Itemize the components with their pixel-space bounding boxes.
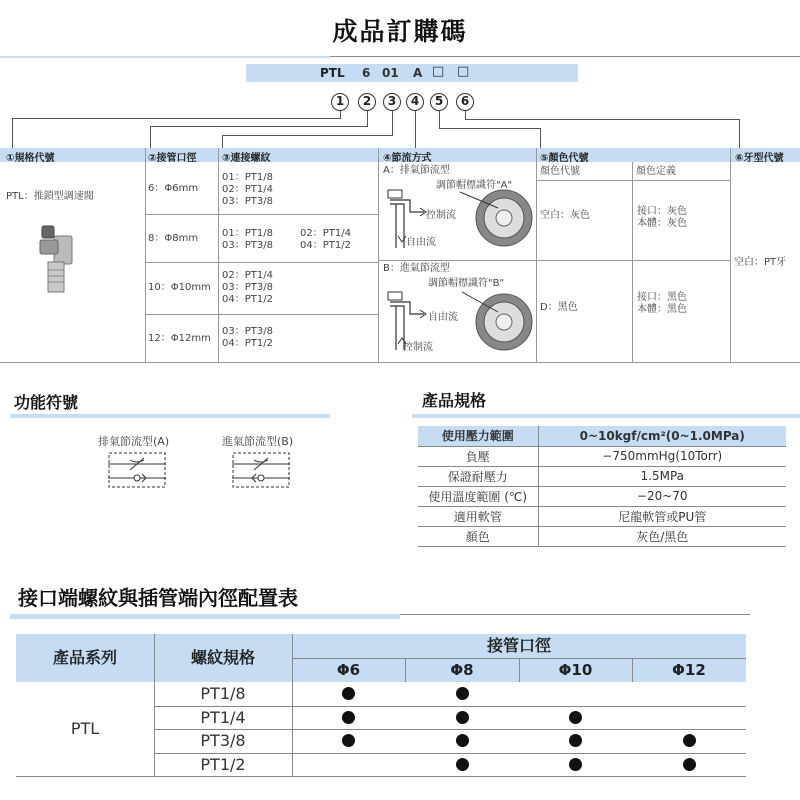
color-sub-def: 顏色定義 bbox=[636, 166, 676, 177]
specs-head-value: 0~10kgf/cm²(0~1.0MPa) bbox=[538, 426, 786, 446]
code-ptl: PTL bbox=[320, 66, 345, 80]
thread-12-b: 04：PT1/2 bbox=[222, 338, 273, 349]
config-thread-cell: PT1/8 bbox=[200, 684, 246, 703]
config-available-dot bbox=[456, 734, 469, 747]
flow-a-diagram bbox=[386, 188, 536, 256]
specs-row bbox=[418, 486, 786, 506]
func-a-symbol bbox=[108, 452, 166, 488]
specs-value: −20~70 bbox=[538, 486, 786, 506]
thread-10-b: 03：PT3/8 bbox=[222, 282, 273, 293]
config-title: 接口端螺紋與插管端內徑配置表 bbox=[18, 586, 298, 610]
specs-row bbox=[418, 526, 786, 546]
specs-title: 產品規格 bbox=[422, 391, 487, 410]
hdr-tube: ②接管口徑 bbox=[148, 153, 197, 164]
num-2: 2 bbox=[358, 93, 376, 111]
flow-b-mark: 調節帽標識符"B" bbox=[428, 278, 505, 289]
specs-row bbox=[418, 506, 786, 526]
hdr-spec: ①規格代號 bbox=[6, 153, 55, 164]
flow-b-title: B：進氣節流型 bbox=[383, 263, 450, 274]
page-title: 成品訂購碼 bbox=[332, 17, 468, 46]
specs-row bbox=[418, 446, 786, 466]
code-color: □ bbox=[432, 64, 445, 79]
config-size-12: Φ12 bbox=[672, 661, 706, 679]
hdr-color: ⑤顏色代號 bbox=[540, 153, 589, 164]
flow-a-free: 自由流 bbox=[406, 237, 436, 248]
color-black-def2: 本體：黑色 bbox=[637, 304, 687, 315]
config-available-dot bbox=[342, 711, 355, 724]
color-sub-code: 顏色代號 bbox=[540, 166, 580, 177]
flow-b-ctrl: 控制流 bbox=[403, 342, 433, 353]
specs-value: −750mmHg(10Torr) bbox=[538, 446, 786, 466]
color-black-code: D：黑色 bbox=[540, 302, 578, 313]
specs-title-bar bbox=[412, 414, 800, 418]
func-title: 功能符號 bbox=[14, 393, 79, 412]
tube-6: 6：Φ6mm bbox=[148, 183, 199, 194]
hdr-tooth: ⑥牙型代號 bbox=[735, 153, 784, 164]
code-size: 6 bbox=[362, 66, 371, 80]
thread-8-a: 01：PT1/8 bbox=[222, 228, 273, 239]
config-available-dot bbox=[456, 711, 469, 724]
color-white-def2: 本體：灰色 bbox=[637, 218, 687, 229]
hdr-flow: ④節流方式 bbox=[383, 153, 432, 164]
config-available-dot bbox=[342, 687, 355, 700]
flow-a-mark: 調節帽標識符"A" bbox=[436, 180, 513, 191]
tube-10: 10：Φ10mm bbox=[148, 282, 211, 293]
config-col-thread: 螺紋規格 bbox=[190, 648, 255, 667]
config-thread-cell: PT3/8 bbox=[200, 731, 246, 750]
specs-header-row bbox=[418, 426, 786, 446]
specs-value: 尼龍軟管或PU管 bbox=[538, 506, 786, 526]
specs-head-label: 使用壓力範圍 bbox=[418, 426, 538, 446]
tube-8: 8：Φ8mm bbox=[148, 233, 199, 244]
specs-label: 保證耐壓力 bbox=[418, 466, 538, 486]
config-available-dot bbox=[456, 758, 469, 771]
config-title-bar bbox=[10, 614, 400, 619]
hdr-thread: ③連接螺紋 bbox=[222, 153, 271, 164]
config-series-ptl: PTL bbox=[70, 719, 100, 738]
thread-10-a: 02：PT1/4 bbox=[222, 270, 273, 281]
flow-a-ctrl: 控制流 bbox=[426, 210, 456, 221]
config-size-10: Φ10 bbox=[558, 661, 593, 679]
specs-label: 負壓 bbox=[418, 446, 538, 466]
thread-8-b: 02：PT1/4 bbox=[300, 228, 351, 239]
specs-value: 1.5MPa bbox=[538, 466, 786, 486]
color-white-def1: 接口：灰色 bbox=[637, 206, 687, 217]
code-bar bbox=[246, 64, 578, 82]
tube-12: 12：Φ12mm bbox=[148, 333, 211, 344]
thread-6-a: 01：PT1/8 bbox=[222, 172, 273, 183]
func-b-symbol bbox=[232, 452, 290, 488]
func-a-label: 排氣節流型(A) bbox=[98, 435, 170, 448]
thread-10-c: 04：PT1/2 bbox=[222, 294, 273, 305]
thread-8-c: 03：PT3/8 bbox=[222, 240, 273, 251]
config-available-dot bbox=[569, 734, 582, 747]
color-white-code: 空白：灰色 bbox=[540, 210, 590, 221]
num-1: 1 bbox=[331, 93, 349, 111]
title-accent bbox=[0, 56, 330, 58]
thread-6-c: 03：PT3/8 bbox=[222, 196, 273, 207]
thread-6-b: 02：PT1/4 bbox=[222, 184, 273, 195]
config-available-dot bbox=[683, 734, 696, 747]
num-5: 5 bbox=[430, 93, 448, 111]
tooth-pt: 空白：PT牙 bbox=[734, 257, 787, 268]
flow-b-diagram bbox=[386, 290, 536, 358]
num-4: 4 bbox=[406, 93, 424, 111]
config-available-dot bbox=[456, 687, 469, 700]
specs-label: 適用軟管 bbox=[418, 506, 538, 526]
config-col-tube: 接管口徑 bbox=[486, 636, 551, 655]
flow-a-title: A：排氣節流型 bbox=[383, 165, 450, 176]
func-b-label: 進氣節流型(B) bbox=[222, 435, 294, 448]
config-size-8: Φ8 bbox=[450, 661, 474, 679]
func-title-bar bbox=[10, 414, 330, 418]
specs-value: 灰色/黑色 bbox=[538, 526, 786, 546]
thread-8-d: 04：PT1/2 bbox=[300, 240, 351, 251]
color-black-def1: 接口：黑色 bbox=[637, 292, 687, 303]
config-thread-cell: PT1/2 bbox=[200, 754, 246, 774]
config-thread-cell: PT1/4 bbox=[200, 707, 246, 727]
spec-ptl: PTL：推鎖型調速閥 bbox=[6, 191, 94, 202]
code-tooth: □ bbox=[457, 64, 470, 79]
specs-row bbox=[418, 466, 786, 486]
config-col-series: 產品系列 bbox=[52, 648, 117, 667]
code-thread: 01 bbox=[382, 66, 399, 80]
num-6: 6 bbox=[456, 93, 474, 111]
config-available-dot bbox=[569, 711, 582, 724]
specs-label: 顏色 bbox=[418, 526, 538, 546]
config-available-dot bbox=[342, 734, 355, 747]
config-available-dot bbox=[683, 758, 696, 771]
flow-b-free: 自由流 bbox=[428, 312, 458, 323]
valve-image bbox=[38, 222, 80, 300]
code-flow: A bbox=[413, 66, 423, 80]
num-3: 3 bbox=[383, 93, 401, 111]
config-size-6: Φ6 bbox=[336, 661, 361, 679]
specs-label: 使用溫度範圍 (℃) bbox=[418, 486, 538, 506]
thread-12-a: 03：PT3/8 bbox=[222, 326, 273, 337]
config-available-dot bbox=[569, 758, 582, 771]
specs-table bbox=[418, 426, 786, 547]
